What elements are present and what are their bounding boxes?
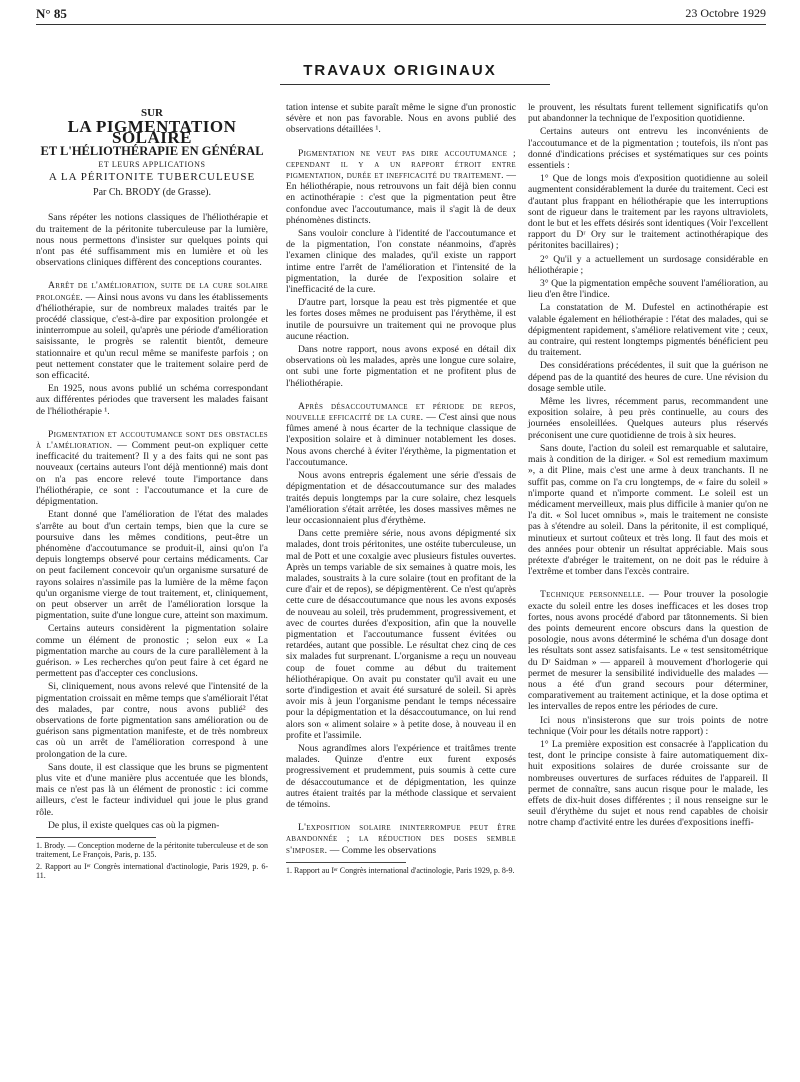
paragraph: Dans notre rapport, nous avons exposé en détail dix observations où les malades, après une longue cure solaire, ont subi une forte pigmentation et ne profitent plus de l'héliothérapie. [286, 344, 516, 389]
paragraph: Certains auteurs considèrent la pigmentation solaire comme un élément de pronostic ; selon eux « La pigmentation marche au cours de la cure parallèlement à la guérison. » Les recherches qu'on peut faire à cet égard ne permettent pas d'accepter ces conclusions. [36, 623, 268, 680]
paragraph: 1° La première exposition est consacrée à l'application du test, dont le principe consiste à faire automatiquement dix-huit expositions solaires de durée croissante sur de nombreuses ouvertures de surfaces réduites de l'appareil. Il permet de connaître, sans aucun risque pour le malade, les effets de dix-huit doses différentes ; il nous renseigne sur le seuil d'érythème du sujet et nous rend capables de choisir notre champ d'activité entre les durées d'expositions ineffi- [528, 738, 768, 829]
footnote: 1. Brody. — Conception moderne de la péritonite tuberculeuse et de son traitement, Le François, Paris, p. 135. [36, 840, 268, 860]
header-rule [36, 24, 766, 25]
column-1 [36, 104, 268, 883]
column-3 [528, 102, 768, 831]
paragraph: Ici nous n'insisterons que sur trois points de notre technique (Voir pour les détails notre rapport) : [528, 714, 768, 737]
paragraph-with-heading [36, 429, 268, 507]
paragraph-text: — C'est ainsi que nous fûmes amené à nous écarter de la technique classique de l'exposition solaire et à diminuer notablement les doses. Nous avons cherché à éviter l'érythème, la pigmentation et l'accoutumance. [286, 412, 516, 468]
footnote: 2. Rapport au Iᵉʳ Congrès international d'actinologie, Paris 1929, p. 6-11. [36, 861, 268, 881]
paragraph: Nous avons entrepris également une série d'essais de dépigmentation et de désaccoutumance sur des malades traités depuis longtemps par la cure solaire, chez lesquels l'amélioration s'était arrêtée, les doses massives mêmes ne leur occasionnaient plus d'érythème. [286, 470, 516, 526]
paragraph-text: — Pour trouver la posologie exacte du soleil entre les doses inefficaces et les doses trop fortes, nous avons procédé d'abord par tâtonnements. Si bien des points demeurent encore obscurs dans la question de posologie, nous avons déterminé le schéma d'un dosage dont les résultats sont assez satisfaisants. Le « test sensitométrique du Dʳ Saidman » — appareil à mouvement d'horlogerie qui permet de mesurer la sensibilité individuelle des malades — nous a été d'un grand secours pour déterminer, comparativement au traitement actinique, et la dose optima et les intervalles de repos entre les périodes de cure. [528, 589, 769, 713]
paragraph-with-heading [528, 589, 768, 712]
paragraph: 3° Que la pigmentation empêche souvent l'amélioration, au lieu d'en être l'indice. [528, 278, 768, 301]
paragraph-text: — Comme les observations [329, 844, 437, 856]
paragraph: Certains auteurs ont entrevu les inconvénients de l'accoutumance et de la pigmentation ; toutefois, ils n'ont pas donné d'indications précises et systématiques sur ces points essentiels : [528, 126, 768, 172]
paragraph: La constatation de M. Dufestel en actinothérapie est valable également en héliothérapie : l'état des malades, qui se dépigmentent rapidement, s'améliore relativement vite ; ceux, au contraire, qui restent longtemps pigmentés bénéficient peu du traitement. [528, 302, 768, 359]
run-in-heading: Technique personnelle. [540, 589, 645, 601]
paragraph-with-heading [286, 148, 516, 226]
article-subtitle: ET L'HÉLIOTHÉRAPIE EN GÉNÉRAL [40, 143, 264, 158]
run-in-heading: Arrêt de l'amélioration, suite de la cure solaire prolongée. [36, 280, 268, 303]
paragraph-with-heading [286, 822, 516, 856]
article-subtitle-2: A LA PÉRITONITE TUBERCULEUSE [48, 171, 256, 184]
run-in-heading: Après désaccoutumance et période de repos, nouvelle efficacité de la cure. [286, 400, 516, 424]
paragraph: Nous agrandîmes alors l'expérience et traitâmes trente malades. Quinze d'entre eux furent exposés progressivement et prudemment, puis soumis à cette cure de désaccoutumance et de dépigmentation, les quinze autres étaient traités par la méthode classique et servaient de témoins. [286, 742, 516, 810]
column-2 [286, 102, 516, 877]
issue-date: 23 Octobre 1929 [685, 6, 766, 20]
paragraph: 2° Qu'il y a actuellement un surdosage considérable en héliothérapie ; [528, 253, 768, 276]
paragraph-text: — En héliothérapie, nous retrouvons un fait déjà bien connu en actinothérapie : c'est que la pigmentation peut être confondue avec l'accoutumance, mais il s'agit là de deux phénomènes distincts. [286, 170, 516, 226]
section-title-rule [280, 84, 550, 85]
run-in-heading: Pigmentation ne veut pas dire accoutumance ; cependant il y a un rapport étroit entre pigmentation, durée et inefficacité du traitement. [286, 147, 516, 182]
paragraph: 1° Que de longs mois d'exposition quotidienne au soleil augmentent considérablement la durée du traitement. Ceci est d'autant plus frappant en héliothérapie que les interruptions sont de rigueur dans le traitement par les rayons ultraviolets, dont le but et les effets désirés sont identiques (Voir l'excellent rapport du Dʳ Ory sur le traitement actinothérapique des péritonites bacillaires) ; [528, 173, 768, 252]
paragraph: D'autre part, lorsque la peau est très pigmentée et que les fortes doses mêmes ne produisent pas l'érythème, il est inutile de poursuivre un traitement qui ne provoque plus aucune réaction. [286, 297, 516, 342]
article-subtitle-small: ET LEURS APPLICATIONS [98, 159, 206, 169]
paragraph: tation intense et subite paraît même le signe d'un pronostic sévère et non pas favorable. Nous en avons publié des observations détaillées ¹. [286, 102, 516, 136]
paragraph: le prouvent, les résultats furent tellement significatifs qu'on put abandonner la technique de l'exposition quotidienne. [528, 102, 768, 125]
paragraph-with-heading [286, 401, 516, 468]
paragraph: Sans vouloir conclure à l'identité de l'accoutumance et de la pigmentation, l'on constate néanmoins, d'après l'examen clinique des malades, qu'il existe un rapport intime entre l'arrêt de l'amélioration et l'intensité de la pigmentation, la durée de l'exposition solaire et l'inefficacité de la cure. [286, 228, 516, 296]
article-pre-title: SUR [140, 107, 163, 119]
paragraph: Même les livres, récemment parus, recommandent une exposition solaire, à peu près continuelle, au cours des journées ensoleillées. Quelques auteurs plus réservés préconisent une cure quotidienne de trois à six heures. [528, 396, 768, 441]
run-in-heading: Pigmentation et accoutumance sont des obstacles à l'amélioration. [36, 428, 268, 452]
article-title: LA PIGMENTATION SOLAIRE [67, 117, 237, 148]
paragraph: Sans doute, il est classique que les bruns se pigmentent plus vite et d'une manière plus accentuée que les blonds, mais ce n'est pas là un élément de pronostic : ici comme ailleurs, c'est le facteur individuel qui joue le plus grand rôle. [36, 761, 268, 818]
section-title: TRAVAUX ORIGINAUX [303, 62, 497, 79]
paragraph-text: — Ainsi nous avons vu dans les établissements d'héliothérapie, sur de nombreux malades traités par le procédé classique, c'est-à-dire par exposition prolongée et ininterrompue au soleil, qu'après une période d'amélioration saisissante, le progrès se ralentit bientôt, demeure stationnaire et qu'un recul même se manifeste parfois ; on peut nettement constater que le traitement solaire perd de son efficacité. [36, 291, 268, 382]
paragraph: En 1925, nous avons publié un schéma correspondant aux différentes périodes que traversent les malades faisant de l'héliothérapie ¹. [36, 383, 268, 417]
footnote: 1. Rapport au Iᵉʳ Congrès international d'actinologie, Paris 1929, p. 8-9. [286, 865, 515, 875]
paragraph: Si, cliniquement, nous avons relevé que l'intensité de la pigmentation croissait en même temps que s'améliorait l'état des malades, par contre, nous avons publié² des observations de forte pigmentation sans amélioration ou de guérison sans pigmentation manifeste, et de très nombreux cas où un arrêt de l'amélioration correspond à une prolongation de la cure. [36, 681, 268, 760]
paragraph: Dans cette première série, nous avons dépigmenté six malades, dont trois péritonites, une ostéite tuberculeuse, un mal de Pott et une coxalgie avec plusieurs fistules ouvertes. Après un temps variable de six semaines à quatre mois, les malades, soustraits à la cure solaire (tout en profitant de la cure d'air et de repos), se dépigmentèrent. Ce n'est qu'après cette cure de désaccoutumance que nous les avons exposés de nouveau au soleil, très prudemment, progressivement, et avec de courtes durées d'exposition, afin que la nouvelle pigmentation et l'accoutumance fussent évitées ou retardées, autant que possible. Le résultat chez cinq de ces six malades fut surprenant. L'organisme a reçu un nouveau coup de fouet comme au début du traitement héliothérapique. On avait pu constater qu'il avait eu une sorte d'indigestion et avait été sursaturé de soleil. Si après avoir mis à jeun l'organisme pendant le temps nécessaire pour la dépigmentation et la désaccoutumance, on lui rend alors son « aliment solaire » à petite dose, à nouveau il en profite et l'assimile. [286, 528, 516, 741]
paragraph: Sans répéter les notions classiques de l'héliothérapie et du traitement de la péritonite tuberculeuse par la lumière, nous nous permettons d'insister sur quelques points qui n'ont pas été suffisamment mis en lumière et où les observations cliniques diffèrent des conceptions courantes. [36, 212, 268, 269]
paragraph-text: — Comment peut-on expliquer cette inefficacité du traitement? Il y a des faits qui ne sont pas nouveaux (certains auteurs l'ont déjà mentionné) mais dont on n'a pas encore relevé toute l'importance dans l'héliothérapie, ce sont : l'accoutumance et la cure de dépigmentation. [36, 440, 269, 508]
paragraph: Etant donné que l'amélioration de l'état des malades s'arrête au bout d'un certain temps, bien que la cure se poursuive dans les mêmes conditions, peut-être un phénomène d'accoutumance se produit-il, ainsi qu'on l'a depuis longtemps observé pour certains médicaments. Car on peut facilement concevoir qu'un organisme sursaturé de rayons solaires n'assimile pas la lumière de la même façon qu'un organisme vierge de tout traitement, et, cliniquement, on peut observer un arrêt de l'amélioration lorsque la pigmentation, suite d'une longue cure, atteint son maximum. [36, 509, 268, 622]
paragraph: De plus, il existe quelques cas où la pigmen- [48, 819, 220, 831]
article-byline: Par Ch. BRODY (de Grasse). [93, 187, 211, 199]
footnote-rule [286, 862, 406, 863]
footnote-rule [36, 837, 156, 838]
issue-number: N° 85 [36, 6, 67, 21]
paragraph: Sans doute, l'action du soleil est remarquable et salutaire, mais à condition de la diriger. « Sol est remedium maximum », a dit Pline, mais c'est une arme à deux tranchants. Il ne suffit pas, comme on l'a cru longtemps, de « faire du soleil » n'importe quand et n'importe comment. Le soleil est un médicament merveilleux, mais plus difficile à manier qu'on ne l'a dit. « Sol lucet omnibus », mais le traitement ne consiste pas à s'étendre au soleil. Dans la péritonite, il est compliqué, minutieux et surtout coûteux et très long. Il faut des mois et des années pour obtenir un résultat appréciable. Mais sous prétexte d'abréger le traitement, on ne doit pas le réduire à l'extrême et tomber dans l'excès contraire. [528, 442, 768, 578]
run-in-heading: L'exposition solaire ininterrompue peut être abandonnée ; la réduction des doses semble s'imposer. [286, 822, 516, 856]
paragraph: Des considérations précédentes, il suit que la guérison ne dépend pas de la quantité des heures de cure. Une révision du dosage semble utile. [528, 360, 768, 394]
paragraph-with-heading [36, 280, 268, 381]
